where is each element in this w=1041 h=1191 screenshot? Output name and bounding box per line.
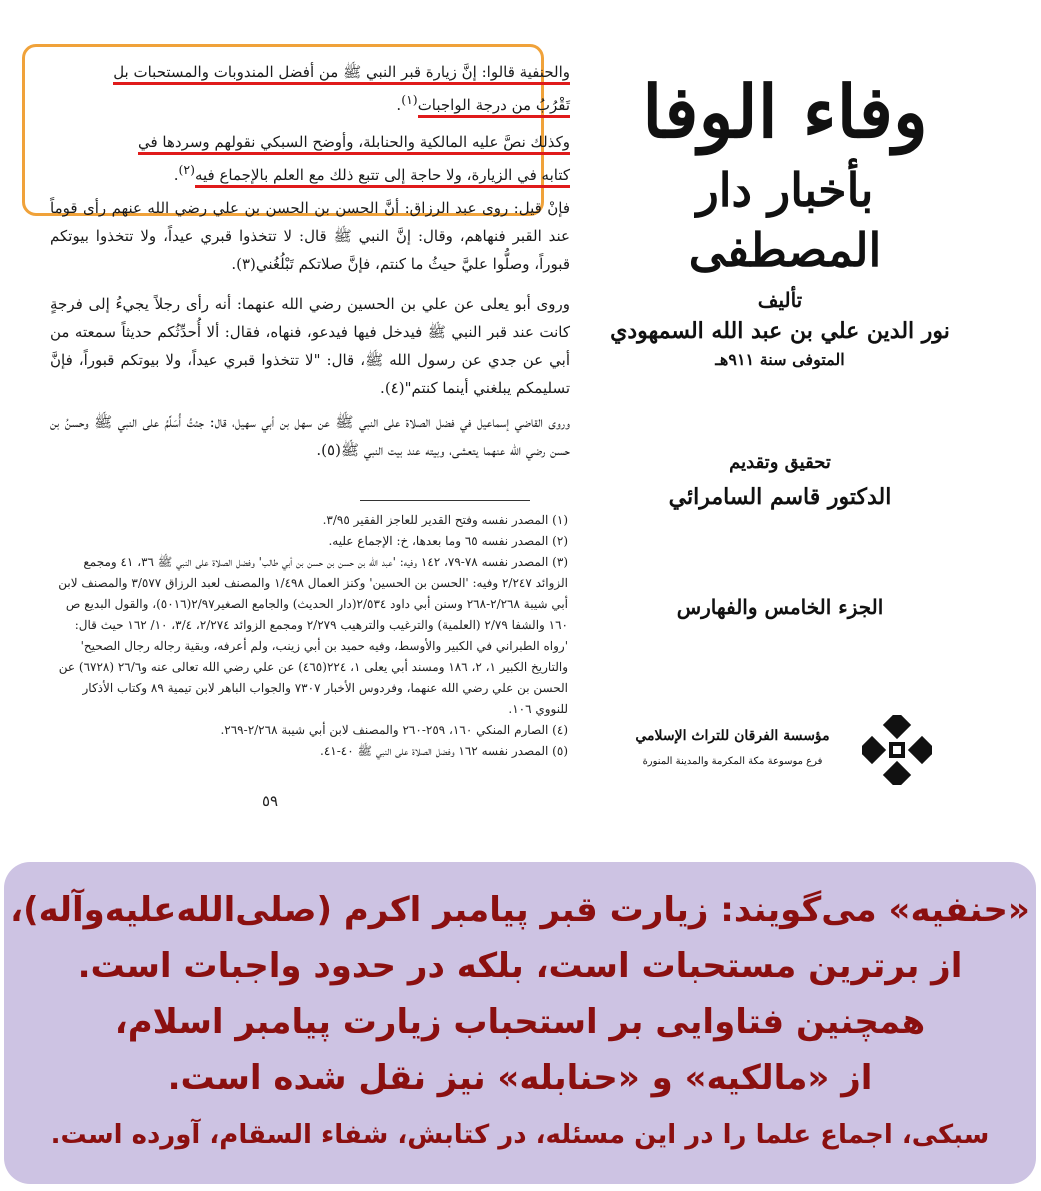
paragraph-hanafi: والحنفية قالوا: إنَّ زيارة قبر النبي ﷺ من أفضل المندوبات والمستحبات بل تَقْرُبُ من درجة الواجبات$^{(١)}$. xyxy=(50,58,570,119)
paragraph-ismail: وروى القاضي إسماعيل في فضل الصلاة على النبي ﷺ عن سهل بن أبي سهيل، قال: جئتُ أُسَلِّمُ على النبي ﷺ وحسنُ بن حسن رضي الله عنهما يتعشى، وبيته عند بيت النبي ﷺ(٥). xyxy=(50,413,570,459)
underlined-text: تَقْرُبُ من درجة الواجبات xyxy=(418,96,570,118)
author-name: نور الدين علي بن عبد الله السمهودي xyxy=(610,318,950,344)
publisher-branch: فرع موسوعة مكة المكرمة والمدينة المنورة xyxy=(642,756,823,767)
footnote-item: (١) المصدر نفسه وفتح القدير للعاجز الفقير ٣/٩٥. xyxy=(322,513,568,527)
book-subtitle: بأخبار دار المصطفى xyxy=(688,163,882,277)
publisher-logo-icon xyxy=(862,715,932,785)
paragraph-abdulrazzaq: فإنْ قيل: روى عبد الرزاق: أنَّ الحسن بن الحسن بن علي رضي الله عنهم رأى قوماً عند القبر فنهاهم، وقال: إنَّ النبي ﷺ قال: لا تتخذوا قبري عيداً، ولا تتخذوا بيوتكم قبوراً، وصلُّوا عليَّ حيثُ ما كنتم، فإنَّ صلاتكم تَبْلُغُني(٣). xyxy=(50,199,570,273)
footnote-ref: (١) xyxy=(401,92,418,107)
footnote-divider xyxy=(360,500,530,501)
author-death: المتوفى سنة ٩١١هـ xyxy=(715,350,845,369)
book-title: وفاء الوفا xyxy=(642,69,928,154)
footnotes xyxy=(48,510,568,762)
caption-line: سبکی، اجماع علما را در این مسئله، در کتابش، شفاء السقام، آورده است. xyxy=(50,1120,990,1150)
page-number: ٥٩ xyxy=(262,792,279,810)
caption-line: از «مالکیه» و «حنابله» نیز نقل شده است. xyxy=(167,1058,873,1098)
underlined-text: والحنفية قالوا: إنَّ زيارة قبر النبي ﷺ من أفضل المندوبات والمستحبات بل xyxy=(113,63,570,85)
editor-name: الدكتور قاسم السامرائي xyxy=(668,484,892,510)
footnote-item: (٤) الصارم المنكي ١٦٠، ٢٥٩-٢٦٠ والمصنف لابن أبي شيبة ٢/٢٦٨-٢٦٩. xyxy=(220,723,568,737)
volume-label: الجزء الخامس والفهارس xyxy=(676,595,884,619)
caption-line: همچنین فتاوایی بر استحباب زیارت پیامبر اسلام، xyxy=(114,1002,926,1042)
scanned-text-page xyxy=(0,0,580,860)
footnote-item: (٥) المصدر نفسه ١٦٢ وفضل الصلاة على النبي ﷺ ٤٠-٤١. xyxy=(320,744,568,758)
footnote-item: (٣) المصدر نفسه ٧٨-٧٩، ١٤٢ وفيه: 'عبد الله بن حسن بن حسن بن أبي طالب' وفضل الصلاة على النبي ﷺ ٣٦، ٤١ ومجمع الزوائد ٢/٢٤٧ وفيه: 'الحسن بن الحسين' وكنز العمال ١/٤٩٨ والمصنف لعبد الرزاق ٣/٥٧٧ والمصنف لابن أبي شيبة ٢/٢٦٨-٢٦٨ وسنن أبي داود ٢/٥٣٤(دار الحديث) والجامع الصغير٢/٩٧(٥٠١٦)، والقول البديع ص ١٦٠ والشفا ٢/٧٩ (العلمية) والترغيب والترهيب ٢/٢٧٩ ومجمع الزوائد ٢/٢٧٤، ٣/٤، ١٠/ ١٦٢ حيث قال: 'رواه الطبراني في الكبير والأوسط، وفيه حميد بن أبي زينب، ولم أعرفه، وبقية رجاله رجال الصحيح' والتاريخ الكبير ١، ٢، ١٨٦ ومسند أبي يعلى ١، ٢٢٤(٤٦٥) عن علي رضي الله تعالى عنه و٢٦/٦ (٦٧٢٨) عن الحسن بن علي رضي الله عنهما، وفردوس الأخبار ٧٣٠٧ والجواب الباهر لابن تيمية ٨٩ وكتاب الأذكار للنووي ١٠٦. xyxy=(58,555,568,716)
caption-line: «حنفیه» می‌گویند: زیارت قبر پیامبر اکرم (صلی‌الله‌علیه‌وآله)، xyxy=(10,890,1030,930)
publisher-name: مؤسسة الفرقان للتراث الإسلامي xyxy=(635,728,830,744)
caption-panel xyxy=(4,862,1036,1184)
underlined-text: كتابه في الزيارة، ولا حاجة إلى تتبع ذلك مع العلم بالإجماع فيه xyxy=(195,166,570,188)
footnote-ref: (٢) xyxy=(178,162,195,177)
editor-label: تحقيق وتقديم xyxy=(729,452,831,473)
underlined-text: وكذلك نصَّ عليه المالكية والحنابلة، وأوضح السبكي نقولهم وسردها في xyxy=(138,133,570,155)
paragraph-abuyala: وروى أبو يعلى عن علي بن الحسين رضي الله عنهما: أنه رأى رجلاً يجيءُ إلى فرجةٍ كانت عند قبر النبي ﷺ فيدخل فيها فيدعو، فنهاه، فقال: ألا أُحدِّثُكم حديثاً سمعته من أبي عن جدي عن رسول الله ﷺ، قال: "لا تتخذوا قبري عيداً، ولا بيوتكم قبوراً، فإنَّ تسليمكم يبلغني أينما كنتم"(٤). xyxy=(50,295,570,397)
footnote-item: (٢) المصدر نفسه ٦٥ وما بعدها، خ: الإجماع عليه. xyxy=(328,534,568,548)
caption-line: از برترین مستحبات است، بلکه در حدود واجبات است. xyxy=(77,946,963,986)
author-label: تأليف xyxy=(757,288,803,312)
paragraph-maliki: وكذلك نصَّ عليه المالكية والحنابلة، وأوضح السبكي نقولهم وسردها في كتابه في الزيارة، ولا حاجة إلى تتبع ذلك مع العلم بالإجماع فيه$^{(٢)}$. xyxy=(50,128,570,189)
